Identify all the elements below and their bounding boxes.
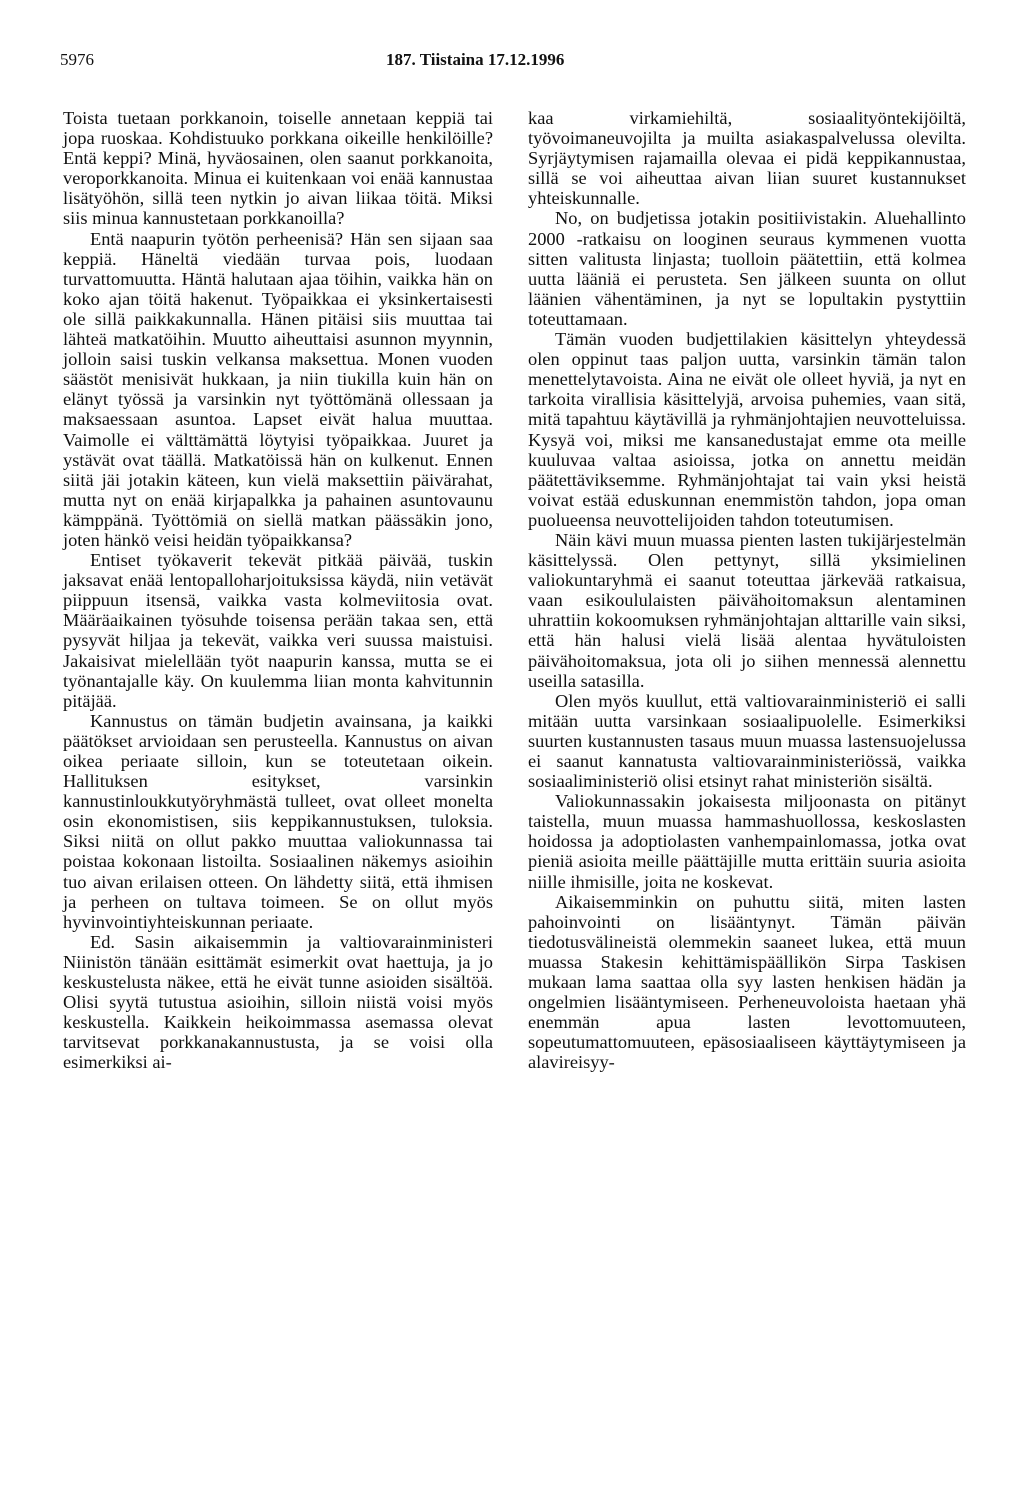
paragraph: Aikaisemminkin on puhuttu siitä, miten lasten pahoinvointi on lisääntynyt. Tämän päivän tiedotusvälineistä olemmekin saaneet lukea, että muun muassa Stakesin kehittämispäällikön Sirpa Taskisen mukaan lama saattaa olla syy lasten henkisen hädän ja ongelmien lisääntymiseen. Perheneuvoloista haetaan yhä enemmän apua lasten levottomuuteen, sopeutumattomuuteen, epäsosiaaliseen käyttäytymiseen ja alavireisyy-	[528, 891, 966, 1073]
right-column	[528, 108, 966, 1073]
paragraph: Tämän vuoden budjettilakien käsittelyn yhteydessä olen oppinut taas paljon uutta, varsinkin tämän talon menettelytavoista. Aina ne eivät ole olleet hyviä, ja nyt en tarkoita virallisia käsittelyjä, arvoisa puhemies, vaan sitä, mitä tapahtuu käytävillä ja ryhmänjohtajien neuvotteluissa. Kysyä voi, miksi me kansanedustajat emme ota meille kuuluvaa valtaa asioissa, jotka on annettu meidän päätettäviksemme. Ryhmänjohtajat tai vain yksi heistä voivat estää eduskunnan enemmistön tahdon, jopa oman puolueensa neuvottelijoiden tahdon toteutumisen.	[528, 329, 966, 530]
paragraph: Ed. Sasin aikaisemmin ja valtiovarainministeri Niinistön tänään esittämät esimerkit ovat haettuja, ja jo keskustelusta näkee, että he eivät tunne asioiden sisältöä. Olisi syytä tutustua asioihin, silloin niistä voisi myös keskustella. Kaikkein heikoimmassa asemassa olevat tarvitsevat porkkanakannustusta, ja se voisi olla esimerkiksi ai-	[63, 931, 493, 1073]
paragraph: Toista tuetaan porkkanoin, toiselle annetaan keppiä tai jopa ruoskaa. Kohdistuuko porkkana oikeille henkilöille? Entä keppi? Minä, hyväosainen, olen saanut porkkanoita, veroporkkanoita. Minua ei kuitenkaan voi enää kannustaa lisätyöhön, sillä teen nytkin jo aivan liikaa töitä. Miksi siis minua kannustetaan porkkanoilla?	[63, 108, 493, 229]
paragraph: kaa virkamiehiltä, sosiaalityöntekijöiltä, työvoimaneuvojilta ja muilta asiakaspalvelussa olevilta. Syrjäytymisen rajamailla olevaa ei pidä keppikannustaa, sillä se voi aiheuttaa aivan liian suuret kustannukset yhteiskunnalle.	[528, 108, 966, 209]
paragraph: Olen myös kuullut, että valtiovarainministeriö ei salli mitään uutta varsinkaan sosiaalipuolelle. Esimerkiksi suurten kustannusten tasaus muun muassa lastensuojelussa ei saanut kannatusta valtiovarainministeriössä, vaikka sosiaaliministeriö olisi etsinyt rahat ministeriön sisältä.	[528, 690, 966, 792]
left-column	[63, 108, 493, 1073]
paragraph: No, on budjetissa jotakin positiivistakin. Aluehallinto 2000 -ratkaisu on looginen seuraus kymmenen vuotta sitten valitusta linjasta; tuolloin päätettiin, että kolmea uutta lääniä ei perusteta. Sen jälkeen suunta on ollut läänien vähentäminen, ja nyt se lopultakin pystyttiin toteuttamaan.	[528, 208, 966, 329]
paragraph: Entiset työkaverit tekevät pitkää päivää, tuskin jaksavat enää lentopalloharjoituksissa käydä, niin vetävät piippuun itsensä, vaikka vasta kolmeviitosia ovat. Määräaikainen työsuhde toisensa perään takaa sen, että pysyvät hiljaa ja tekevät, vaikka veri suussa maistuisi. Jakaisivat mielellään työt naapurin kanssa, mutta se ei työnantajalle käy. On kuulemma liian monta kahvitunnin pitäjää.	[63, 550, 493, 711]
page-header	[0, 50, 1024, 74]
paragraph: Kannustus on tämän budjetin avainsana, ja kaikki päätökset arvioidaan sen perusteella. Kannustus on aivan oikea periaate silloin, kun se toteutetaan oikein. Hallituksen esitykset, varsinkin kannustinloukkutyöryhmästä tulleet, ovat olleet monelta osin ekonomistisen, siis keppikannustuksen, tuloksia. Siksi niitä on ollut pakko muuttaa valiokunnassa tai poistaa kokonaan listoilta. Sosiaalinen näkemys asioihin tuo aivan erilaisen otteen. On lähdetty siitä, että ihmisen ja perheen on tultava toimeen. Se on ollut myös hyvinvointiyhteiskunnan periaate.	[63, 710, 493, 932]
paragraph: Näin kävi muun muassa pienten lasten tukijärjestelmän käsittelyssä. Olen pettynyt, sillä yksimielinen valiokuntaryhmä ei saanut toteuttaa järkevää ratkaisua, vaan esikoululaisten päivähoitomaksun alentaminen uhrattiin kokoomuksen ryhmänjohtajan alttarille vain siksi, että hän halusi vielä lisää alentaa hyvätuloisten päivähoitomaksua, jota oli jo siihen mennessä alennettu useilla satasilla.	[528, 529, 966, 691]
issue-heading: 187. Tiistaina 17.12.1996	[386, 50, 565, 69]
paragraph: Entä naapurin työtön perheenisä? Hän sen sijaan saa keppiä. Häneltä viedään turvaa pois, luodaan turvattomuutta. Häntä halutaan ajaa töihin, vaikka hän on koko ajan töitä hakenut. Työpaikkaa ei yksinkertaisesti ole sillä paikkakunnalla. Hänen pitäisi siis muuttaa tai lähteä matkatöihin. Muutto aiheuttaisi asunnon myynnin, jolloin saisi tuskin velkansa maksettua. Monen vuoden säästöt menisivät hukkaan, ja niin tiukilla kuin hän on elänyt työssä ja varsinkin nyt työttömänä ollessaan ja maksaessaan asuntoa. Lapset eivät halua muuttaa. Vaimolle ei välttämättä löytyisi työpaikkaa. Juuret ja ystävät ovat täällä. Matkatöissä hän on kulkenut. Ennen siitä jäi jotakin käteen, kun vielä maksettiin päivärahat, mutta nyt on enää kirjapalkka ja pahainen asuntovaunu kämppänä. Työttömiä on siellä matkan päässäkin jono, joten hänkö veisi heidän työpaikkansa?	[63, 228, 493, 550]
paragraph: Valiokunnassakin jokaisesta miljoonasta on pitänyt taistella, muun muassa hammashuollossa, keskoslasten hoidossa ja adoptiolasten vanhempainlomassa, jotka ovat pieniä asioita meille päättäjille mutta erittäin suuria asioita niille ihmisille, joita ne koskevat.	[528, 791, 966, 892]
page-number: 5976	[60, 50, 94, 69]
